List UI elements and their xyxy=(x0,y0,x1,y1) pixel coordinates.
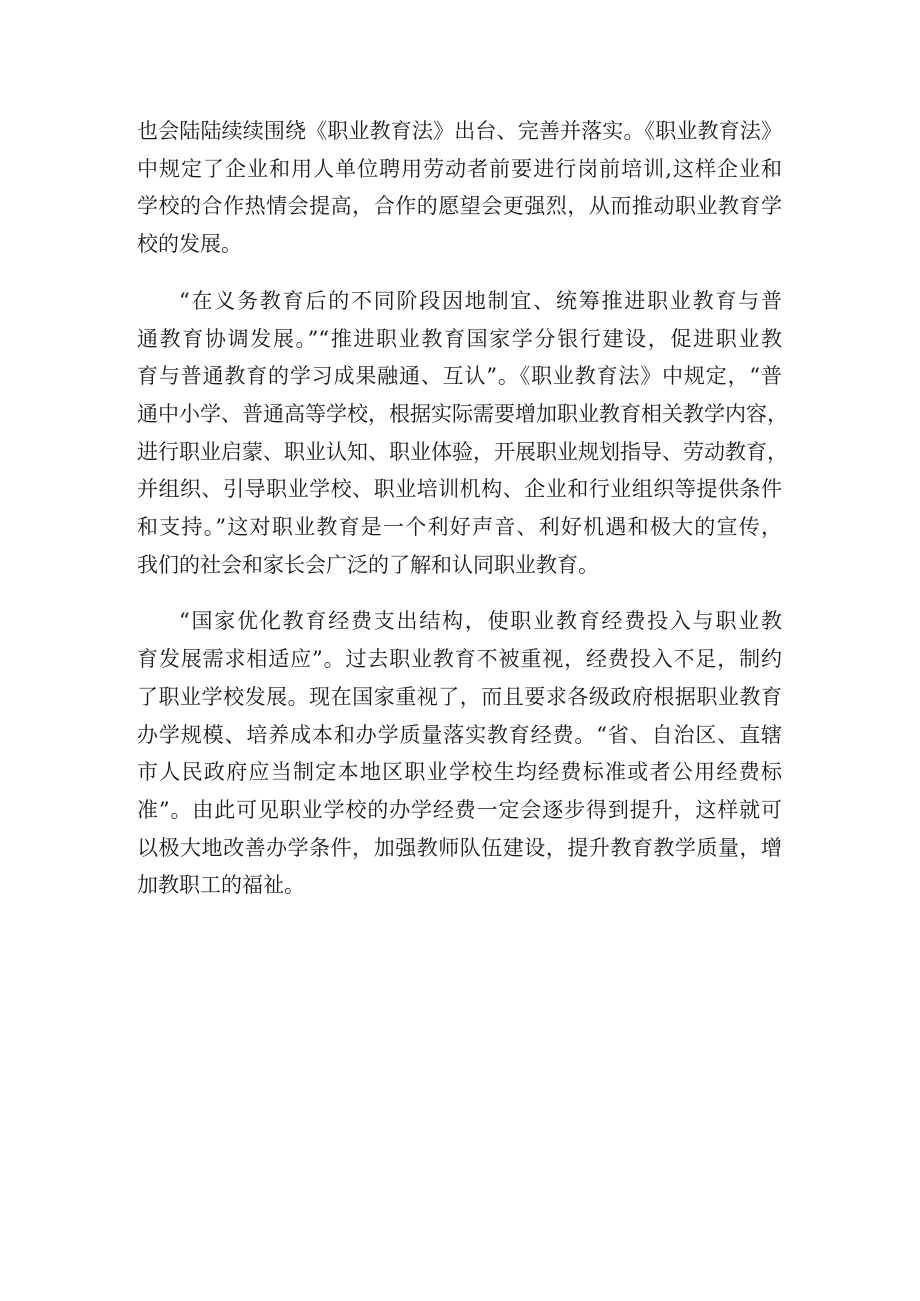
text-line: 中规定了企业和用人单位聘用劳动者前要进行岗前培训,这样企业和 xyxy=(137,156,782,181)
text-line: 学校的合作热情会提高，合作的愿望会更强烈，从而推动职业教育学 xyxy=(137,194,782,219)
text-line: 办学规模、培养成本和办学质量落实教育经费。“省、自治区、直辖 xyxy=(137,722,782,747)
text-line: 校的发展。 xyxy=(137,232,242,257)
text-line: 也会陆陆续续围绕《职业教育法》出台、完善并落实。《职业教育法》 xyxy=(137,119,782,143)
text-line: 育发展需求相适应”。过去职业教育不被重视，经费投入不足，制约 xyxy=(137,647,782,672)
text-line: 加教职工的福祉。 xyxy=(137,873,305,898)
text-line: 通教育协调发展。”“推进职业教育国家学分银行建设，促进职业教 xyxy=(137,326,782,351)
text-line: 通中小学、普通高等学校，根据实际需要增加职业教育相关教学内容， xyxy=(137,401,788,426)
paragraph-2 xyxy=(137,283,788,585)
text-line: 准”。由此可见职业学校的办学经费一定会逐步得到提升，这样就可 xyxy=(137,797,782,822)
text-line: 市人民政府应当制定本地区职业学校生均经费标准或者公用经费标 xyxy=(137,760,782,785)
text-line: 育与普通教育的学习成果融通、互认”。《职业教育法》中规定，“普 xyxy=(137,364,782,389)
text-line: “在义务教育后的不同阶段因地制宜、统筹推进职业教育与普 xyxy=(179,288,782,313)
document-body xyxy=(137,113,788,905)
text-line: “国家优化教育经费支出结构，使职业教育经费投入与职业教 xyxy=(179,609,782,634)
text-line: 和支持。”这对职业教育是一个利好声音、利好机遇和极大的宣传， xyxy=(137,515,782,540)
paragraph-3 xyxy=(137,603,782,905)
text-line: 并组织、引导职业学校、职业培训机构、企业和行业组织等提供条件 xyxy=(137,477,782,502)
text-line: 以极大地改善办学条件，加强教师队伍建设，提升教育教学质量，增 xyxy=(137,835,782,860)
paragraph-1 xyxy=(137,113,782,264)
text-line: 我们的社会和家长会广泛的了解和认同职业教育。 xyxy=(137,552,599,577)
text-line: 进行职业启蒙、职业认知、职业体验，开展职业规划指导、劳动教育， xyxy=(137,439,788,464)
text-line: 了职业学校发展。现在国家重视了，而且要求各级政府根据职业教育 xyxy=(137,684,782,709)
